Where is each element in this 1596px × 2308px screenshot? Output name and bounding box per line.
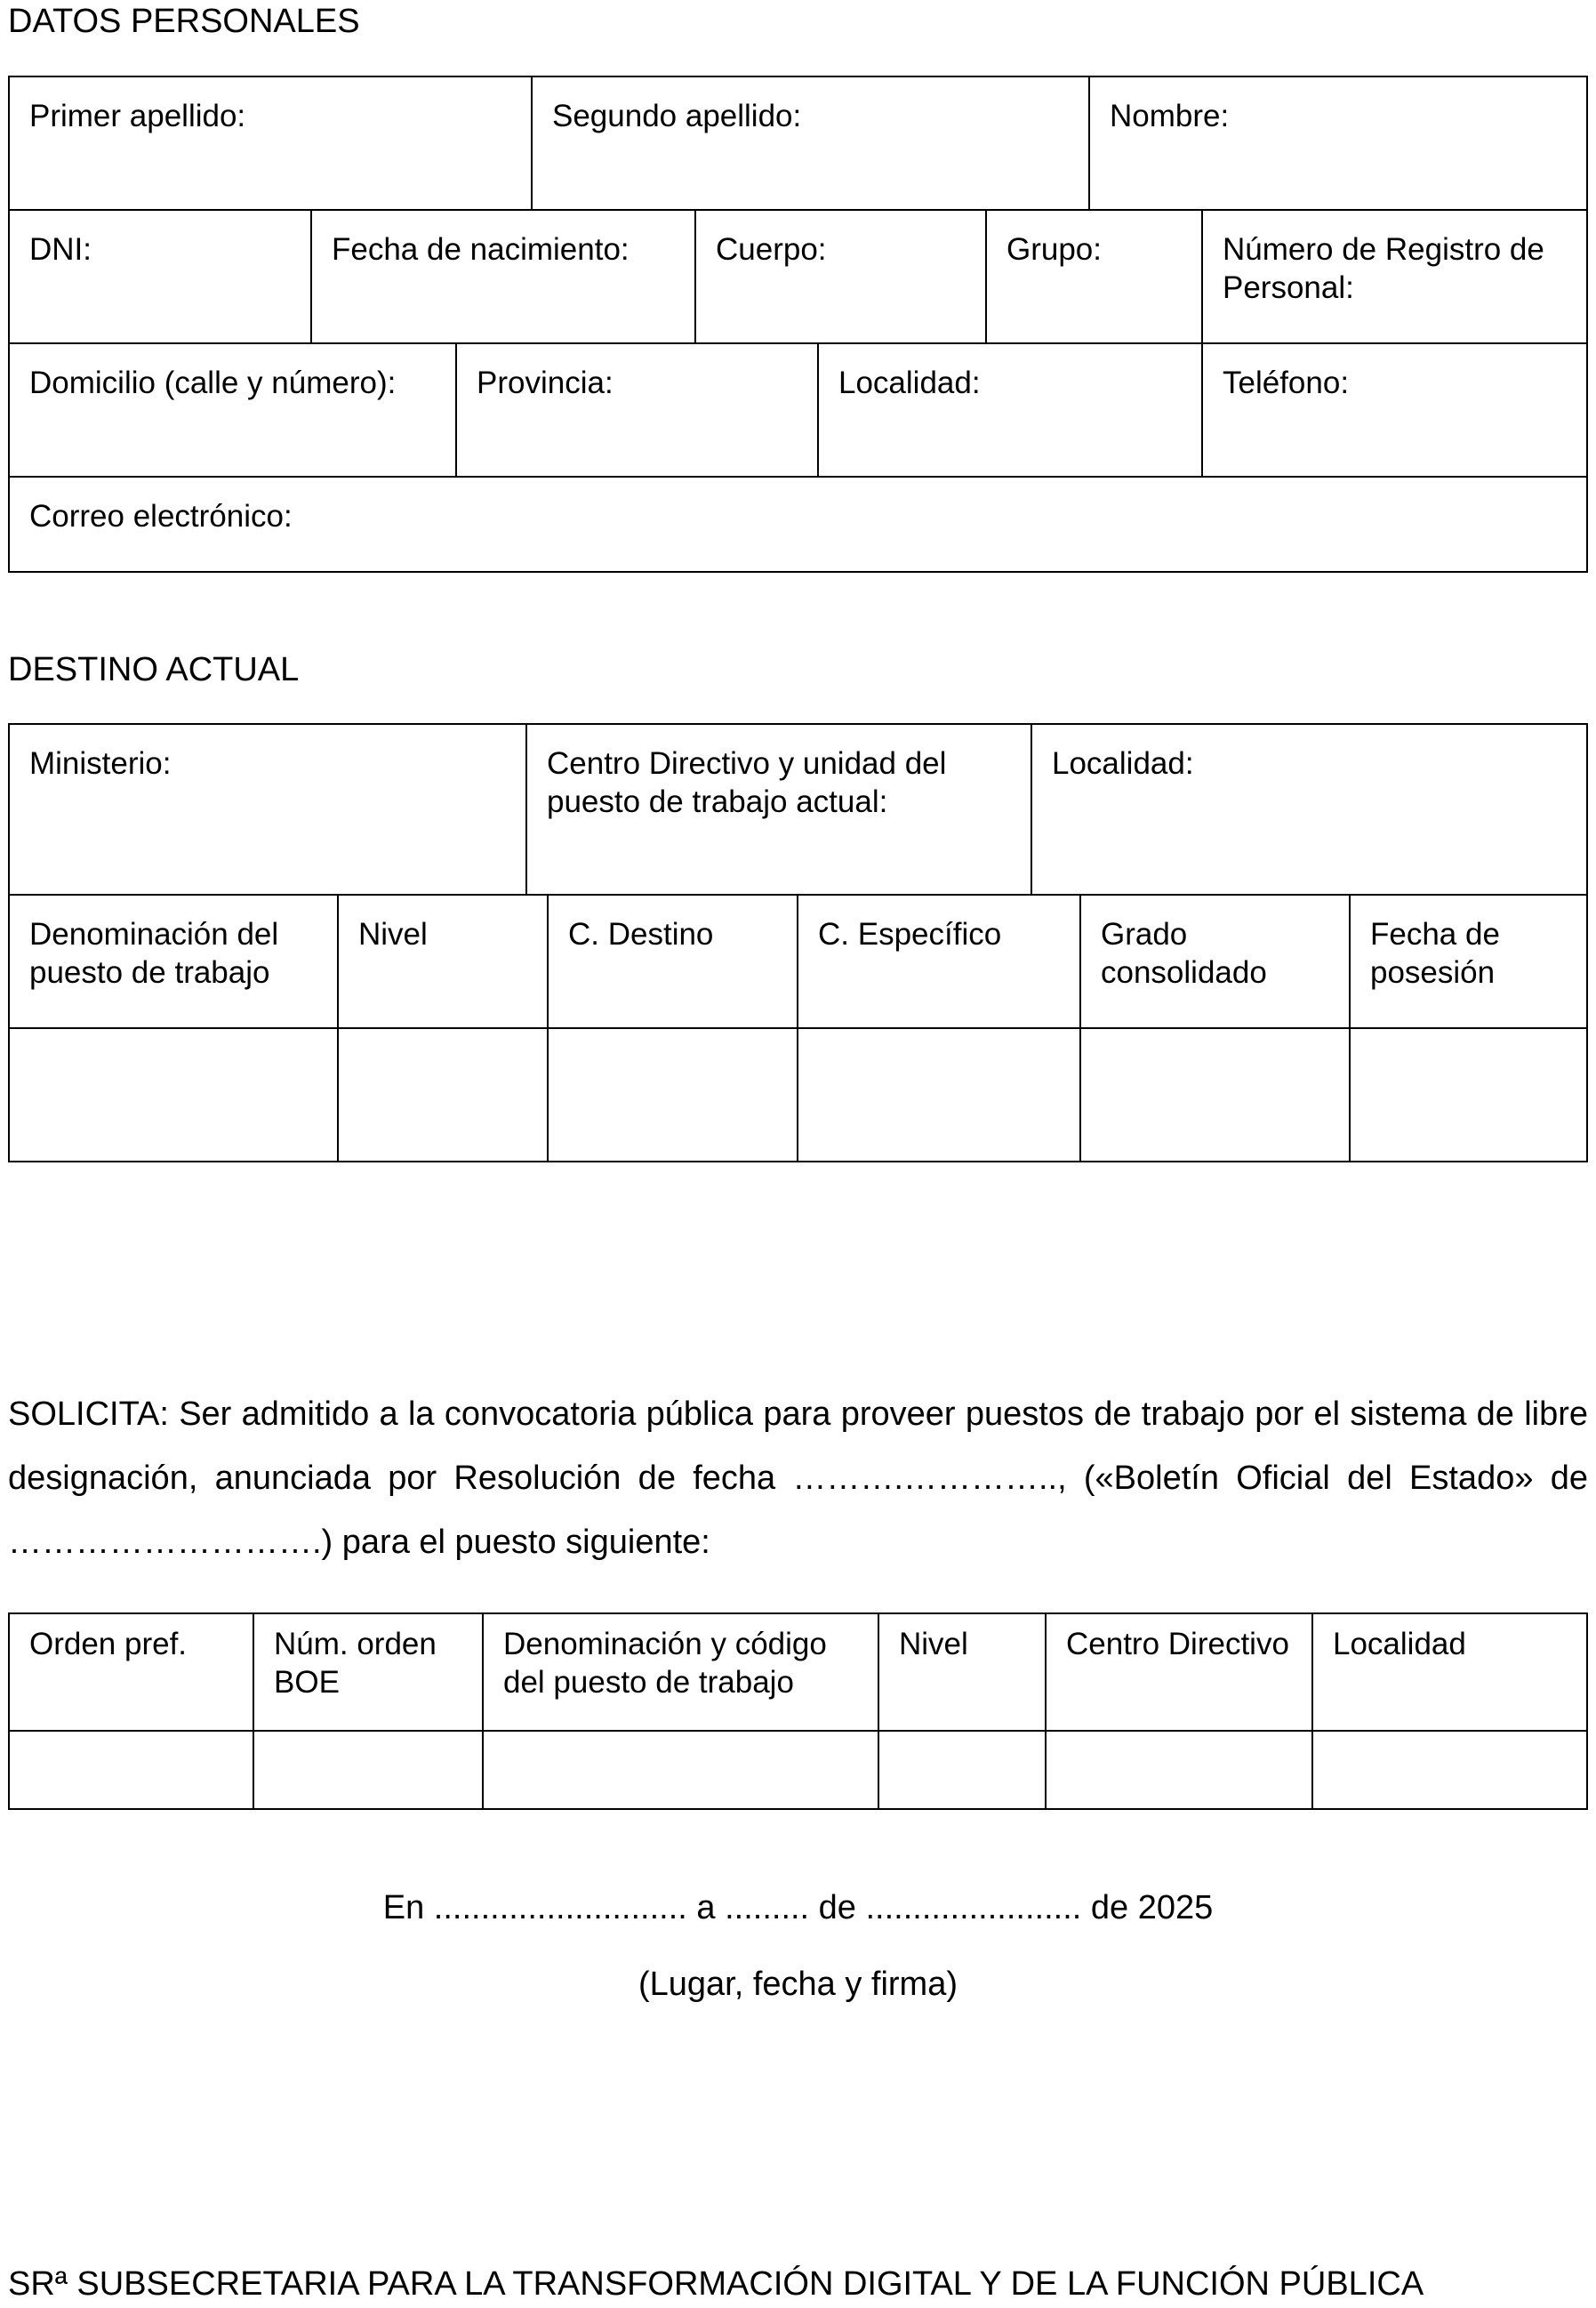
c-destino-input-cell[interactable] [549, 1029, 798, 1162]
destino-actual-row-1 [10, 725, 1588, 896]
provincia-field[interactable]: Provincia: [457, 344, 819, 478]
addressee-footer: SRª SUBSECRETARIA PARA LA TRANSFORMACIÓN DIGITAL Y DE LA FUNCIÓN PÚBLICA [8, 2265, 1424, 2303]
nivel-input-cell[interactable] [339, 1029, 549, 1162]
col-header-orden-pref: Orden pref. [10, 1614, 254, 1732]
localidad-puesto-input-cell[interactable] [1313, 1732, 1588, 1810]
nombre-field[interactable]: Nombre: [1090, 77, 1588, 211]
fecha-posesion-input-cell[interactable] [1351, 1029, 1588, 1162]
col-header-denominacion: Denominación del puesto de trabajo [10, 896, 339, 1029]
col-header-c-destino: C. Destino [549, 896, 798, 1029]
denominacion-input-cell[interactable] [10, 1029, 339, 1162]
primer-apellido-field[interactable]: Primer apellido: [10, 77, 533, 211]
destino-actual-header-row [10, 896, 1588, 1029]
solicita-paragraph: SOLICITA: Ser admitido a la convocatoria pública para proveer puestos de trabajo por el sistema de libre designación, anunciada por Resolución de fecha ……….………….., («Boletín Oficial del Estado» de ……………………….) para el puesto siguiente: [8, 1395, 1588, 1561]
section-title-destino-actual: DESTINO ACTUAL [8, 651, 300, 688]
col-header-denominacion-codigo: Denominación y código del puesto de trabajo [484, 1614, 879, 1732]
lugar-fecha-firma-caption: (Lugar, fecha y firma) [638, 1966, 958, 2003]
fecha-nacimiento-field[interactable]: Fecha de nacimiento: [312, 211, 696, 344]
col-header-fecha-posesion: Fecha de posesión [1351, 896, 1588, 1029]
grado-consolidado-input-cell[interactable] [1081, 1029, 1351, 1162]
datos-personales-row-4 [10, 478, 1588, 573]
datos-personales-row-2 [10, 211, 1588, 344]
correo-electronico-field[interactable]: Correo electrónico: [10, 478, 1588, 573]
dni-field[interactable]: DNI: [10, 211, 312, 344]
num-orden-boe-input-cell[interactable] [254, 1732, 484, 1810]
c-especifico-input-cell[interactable] [798, 1029, 1081, 1162]
datos-personales-table [8, 76, 1588, 573]
col-header-localidad-puesto: Localidad [1313, 1614, 1588, 1732]
localidad-field[interactable]: Localidad: [819, 344, 1203, 478]
puesto-header-row [10, 1614, 1588, 1732]
segundo-apellido-field[interactable]: Segundo apellido: [533, 77, 1090, 211]
numero-registro-personal-field[interactable]: Número de Registro de Personal: [1203, 211, 1588, 344]
localidad-destino-field[interactable]: Localidad: [1032, 725, 1588, 896]
col-header-num-orden-boe: Núm. orden BOE [254, 1614, 484, 1732]
centro-directivo-input-cell[interactable] [1047, 1732, 1313, 1810]
denominacion-codigo-input-cell[interactable] [484, 1732, 879, 1810]
puesto-solicitado-table [8, 1612, 1588, 1810]
telefono-field[interactable]: Teléfono: [1203, 344, 1588, 478]
centro-directivo-unidad-field[interactable]: Centro Directivo y unidad del puesto de trabajo actual: [527, 725, 1032, 896]
ministerio-field[interactable]: Ministerio: [10, 725, 527, 896]
domicilio-field[interactable]: Domicilio (calle y número): [10, 344, 457, 478]
col-header-nivel: Nivel [339, 896, 549, 1029]
destino-actual-table [8, 723, 1588, 1162]
col-header-nivel-puesto: Nivel [879, 1614, 1047, 1732]
orden-pref-input-cell[interactable] [10, 1732, 254, 1810]
grupo-field[interactable]: Grupo: [987, 211, 1203, 344]
datos-personales-row-1 [10, 77, 1588, 211]
nivel-puesto-input-cell[interactable] [879, 1732, 1047, 1810]
col-header-c-especifico: C. Específico [798, 896, 1081, 1029]
col-header-grado-consolidado: Grado consolidado [1081, 896, 1351, 1029]
section-title-datos-personales: DATOS PERSONALES [8, 3, 360, 40]
puesto-input-row [10, 1732, 1588, 1810]
lugar-fecha-line: En ........................... a ......... de ....................... de 2025 [382, 1889, 1214, 1926]
destino-actual-input-row [10, 1029, 1588, 1162]
col-header-centro-directivo: Centro Directivo [1047, 1614, 1313, 1732]
datos-personales-row-3 [10, 344, 1588, 478]
cuerpo-field[interactable]: Cuerpo: [696, 211, 987, 344]
